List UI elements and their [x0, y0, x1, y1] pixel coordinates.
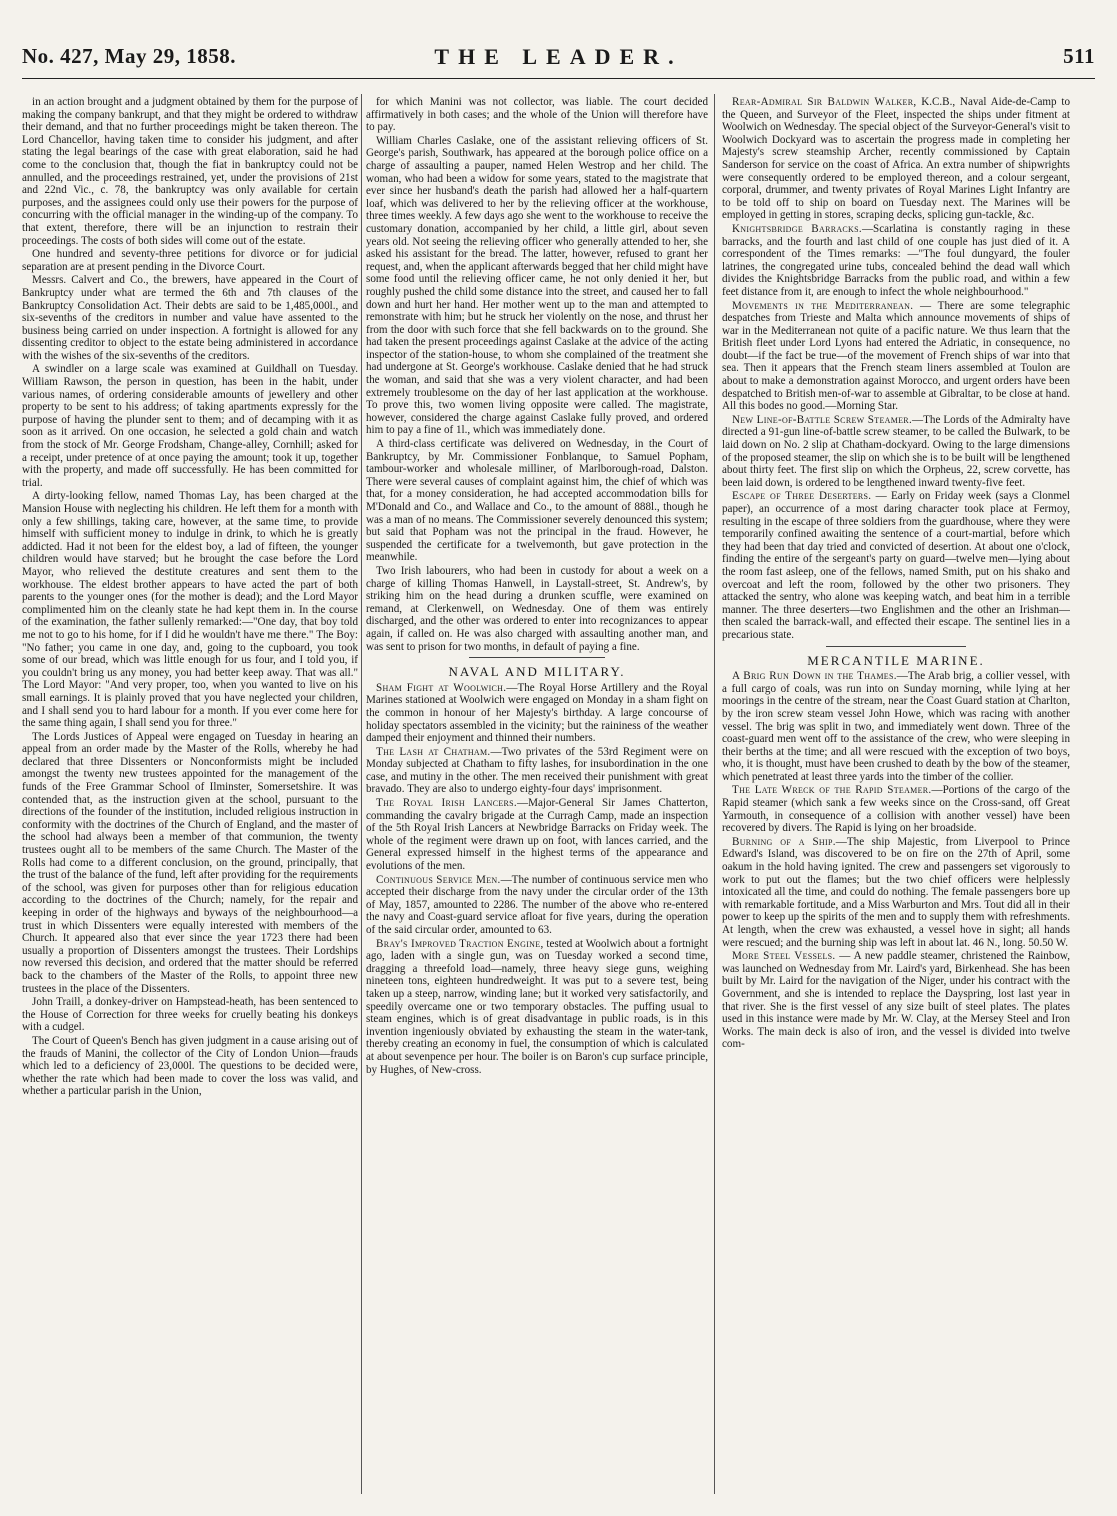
masthead [22, 38, 1095, 79]
news-item [722, 784, 1070, 834]
item-text: —The Lords of the Admiralty have directed a 91-gun line-of-battle screw steamer, to be called the Bulwark, to be laid down on No. 2 slip at Chatham-dockyard. Owing to the large dimensions of the proposed steamer, the slip on which she is to be built will be lengthened about thirty feet. The first slip on which the Orpheus, 22, screw corvette, has been laid down, is ordered to be lengthened inward twenty-five feet. [722, 413, 1070, 489]
section-divider [469, 657, 606, 658]
article-paragraph: Messrs. Calvert and Co., the brewers, have appeared in the Court of Bankruptcy under what are termed the 6th and 7th clauses of the Bankruptcy Consolidation Act. Their debts are said to be 1,485,000l., and six-sevenths of the creditors in number and value have assented to the business being carried on under inspection. A fortnight is allowed for any dissenting creditor to object to the estate being administered in accordance with the wishes of the six-sevenths of the creditors. [22, 274, 358, 362]
article-paragraph: John Traill, a donkey-driver on Hampstead-heath, has been sentenced to the House of Correction for three weeks for cruelly beating his donkeys with a cudgel. [22, 996, 358, 1034]
article-paragraph: The Lords Justices of Appeal were engaged on Tuesday in hearing an appeal from an order made by the Master of the Rolls, whereby he had declared that three Dissenters or Nonconformists might be included amongst the twenty new trustees appointed for the management of the funds of the Free Grammar School of Ilminster, Somersetshire. It was contended that, as the instruction given at the school, pursuant to the directions of the founder of the institution, included religious instruction in conformity with the doctrines of the Church of England, and the master of the school had always been a member of that communion, the twenty trustees ought all to be members of the same Church. The Master of the Rolls had come to a different conclusion, on the ground, principally, that the trust of the balance of the fund, left after providing for the requirements of the school, was given for purposes other than for religious education according to the doctrines of the Church; namely, for the repair and keeping in order of the highways and byways of the neighbourhood—a trust in which Dissenters were equally interested with members of the Church. It appeared also that ever since the year 1723 there had been usually a proportion of Dissenters amongst the trustees. Their Lordships now reversed this decision, and ordered that the matter should be referred back to the chambers of the Master of the Rolls, to appoint three new trustees in the place of the Dissenters. [22, 730, 358, 995]
item-lead: Burning of a Ship. [732, 835, 836, 848]
item-lead: More Steel Vessels. [732, 950, 836, 963]
item-lead: The Lash at Chatham. [376, 745, 491, 758]
item-lead: Rear-Admiral Sir Baldwin Walker, [732, 96, 917, 108]
item-text: — Early on Friday week (says a Clonmel paper), an occurrence of a most daring character took place at Fermoy, resulting in the escape of three soldiers from the guardhouse, where they were temporarily confined awaiting the sentence of a court-martial, before which they had been that day tried and convicted of desertion. At about one o'clock, finding the entire of the sergeant's party on guard—twelve men—lying about the room fast asleep, one of the fellows, named Smith, put on his shako and overcoat and left the room, followed by the other two prisoners. They attacked the sentry, who alone was keeping watch, and beat him in a terrible manner. The three deserters—two Englishmen and the other an Irishman—then scaled the barrack-wall, and effected their escape. The sentinel lies in a precarious state. [722, 490, 1070, 641]
news-item [366, 682, 708, 745]
article-paragraph: Two Irish labourers, who had been in custody for about a week on a charge of killing Thomas Hanwell, in Laystall-street, St. Andrew's, by striking him on the head during a drunken scuffle, were examined on remand, at Clerkenwell, on Wednesday. One of them was entirely discharged, and the other was ordered to enter into recognizances to appear again, if called on. He was also charged with assaulting another man, and was sent to prison for two months, in default of paying a fine. [366, 564, 708, 653]
item-text: —Portions of the cargo of the Rapid steamer (which sank a few weeks since on the Cross-sand, off Great Yarmouth, in consequence of a collision with another vessel) have been recovered by divers. The Rapid is lying on her broadside. [722, 784, 1070, 835]
news-item [366, 746, 708, 796]
item-text: K.C.B., Naval Aide-de-Camp to the Queen, and Surveyor of the Fleet, inspected the ships under fitment at Woolwich on Wednesday. The special object of the Surveyor-General's visit to Woolwich Dockyard was to ascertain the progress made in completing her Majesty's screw steamship Archer, recently commissioned by Captain Sanderson for service on the coast of Africa. An extra number of shipwrights were consequently ordered to be employed thereon, and a colour sergeant, corporal, drummer, and twenty privates of Royal Marines Light Infantry are to be told off to ship on board on Tuesday next. The Marines will be employed in getting in stores, scraping decks, splicing gun-tackle, &c. [722, 96, 1070, 222]
item-text: —Major-General Sir James Chatterton, commanding the cavalry brigade at the Curragh Camp, made an inspection of the 5th Royal Irish Lancers at Newbridge Barracks on Friday week. The whole of the regiment were drawn up on foot, with lances carried, and the General expressed himself in the highest terms of the appearance and evolutions of the men. [366, 797, 708, 873]
article-paragraph: in an action brought and a judgment obtained by them for the purpose of making the company bankrupt, and that they might be ordered to withdraw their demand, and that no further proceedings might be taken thereon. The Lord Chancellor, having taken time to consider his judgment, and after stating the legal bearings of the case with great elaboration, said he had come to the conclusion that, though the fiat in bankruptcy could not be annulled, and the proceedings restrained, yet, under the provisions of 21st and 22nd Vic., c. 78, the bankruptcy was only available for certain purposes, and the assignees could only use their powers for the purpose of concurring with the official manager in the winding-up of the company. To that extent, therefore, there will be an injunction to restrain their proceedings. The costs of both sides will come out of the estate. [22, 96, 358, 247]
news-item [722, 836, 1070, 949]
article-paragraph: A third-class certificate was delivered on Wednesday, in the Court of Bankruptcy, by Mr. Commissioner Fonblanque, to Samuel Popham, tambour-worker and wholesale milliner, of Marlborough-road, Dalston. There were several causes of complaint against him, the chief of which was that, for a money consideration, he had accepted accommodation bills for M'Donald and Co., and Wallace and Co., to the amount of 888l., though he was a man of no means. The Commissioner severely denounced this system; but said that Popham was not the principal in the fraud. However, he suspended the certificate for a twelvemonth, but gave protection in the meanwhile. [366, 438, 708, 564]
item-text: tested at Woolwich about a fortnight ago, laden with a single gun, was on Tuesday worked a second time, dragging a threefold load—namely, three heavy siege guns, weighing nineteen tons, eighteen hundredweight. It was put to a severe test, being taken up a steep, narrow, winding lane; but it worked very satisfactorily, and speedily overcame one or two temporary obstacles. The puffing usual to steam engines, which is of great disadvantage in public roads, is in this invention ingeniously obviated by exhausting the steam in the water-tank, thereby creating an economy in fuel, the consumption of which is calculated at about sevenpence per hour. The boiler is on Baron's cup surface principle, by Hughes, of New-cross. [366, 937, 708, 1076]
column-3 [722, 96, 1070, 1496]
article-paragraph: A dirty-looking fellow, named Thomas Lay, has been charged at the Mansion House with neglecting his children. He left them for a month with only a few shillings, taking care, however, at the same time, to provide himself with sufficient money to indulge in drink, to which he is greatly addicted. Had it not been for the eldest boy, a lad of fifteen, the younger children would have starved; but he brought the case before the Lord Mayor, who relieved the destitute creatures and sent them to the workhouse. The eldest brother appears to have acted the part of both parents to the younger ones (for the mother is dead); and the Lord Mayor complimented him on the cleanly state he had kept them in. In the course of the examination, the father sullenly remarked:—"One day, that boy told me not to go to his home, for if I did he wouldn't have me there." The Boy: "No father; you came in one day, and, going to the cupboard, you took some of our bread, which was little enough for us four, and I told you, if you couldn't bring us any money, you had better keep away. That was all." The Lord Mayor: "And very proper, too, when you wanted to live on his small earnings. It is plainly proved that you have neglected your children, and I shall send you to hard labour for a month. If you ever come here for the same thing again, I shall send you for three." [22, 490, 358, 730]
item-lead: Knightsbridge Barracks. [732, 222, 862, 235]
news-item [722, 950, 1070, 1051]
item-lead: The Royal Irish Lancers. [376, 797, 517, 810]
column-rule [361, 94, 362, 1494]
news-item [722, 490, 1070, 641]
article-paragraph: The Court of Queen's Bench has given judgment in a cause arising out of the frauds of Manini, the collector of the City of London Union—frauds which led to a deficiency of 23,000l. The questions to be decided were, whether the rate which had been made to cover the loss was valid, and whether a particular parish in the Union, [22, 1034, 358, 1098]
item-text: —The number of continuous service men who accepted their discharge from the navy under the circular order of the 13th of May, 1857, amounted to 2286. The number of the above who re-entered the navy and Coast-guard service afloat for five years, during the operation of the said circular order, amounted to 63. [366, 873, 708, 936]
newspaper-title: THE LEADER. [434, 44, 683, 69]
column-1 [22, 96, 358, 1496]
issue-date: No. 427, May 29, 1858. [22, 44, 236, 68]
item-text: —The Arab brig, a collier vessel, with a full cargo of coals, was run into on Sunday morning, while lying at her moorings in the centre of the stream, near the Coast Guard station at Charlton, by the iron screw steam vessel John Howe, which was racing with another vessel. The brig was split in two, and immediately went down. Three of the coast-guard men went off to the assistance of the crew, who were sleeping in their berths at the time; and all were rescued with the exception of two boys, who, it is thought, must have been crushed to death by the bow of the steamer, which penetrated at least three yards into the timber of the collier. [722, 670, 1070, 783]
news-item [722, 670, 1070, 783]
item-lead: Continuous Service Men. [376, 873, 501, 886]
news-item [366, 874, 708, 937]
news-item [722, 96, 1070, 222]
article-paragraph: William Charles Caslake, one of the assistant relieving officers of St. George's parish, Southwark, has appeared at the borough police office on a charge of assaulting a pauper, named Helen Westrop and her child. The woman, who had been a widow for some years, stated to the magistrate that ever since her husband's death the parish had allowed her a half-quartern loaf, which was delivered to her by the relieving officer at the workhouse, three times weekly. A few days ago she went to the workhouse to receive the customary donation, accompanied by her child, a little girl, about seven years old. Not seeing the relieving officer who generally attended to her, she asked his assistant for the bread. The latter, however, refused to grant her request, and, when the applicant afterwards begged that her child might have some food until the relieving officer came, he not only denied it her, but roughly pushed the child some distance into the street, and caused her to fall down and hurt her hand. Her mother went up to the man and attempted to remonstrate with him; but he struck her violently on the nose, and thrust her from the door with such force that she fell backwards on to the ground. She had taken the present proceedings against Caslake at the advice of the acting inspector of the station-house, to whom she complained of the treatment she had undergone at St. George's workhouse. Caslake denied that he had struck the woman, and said that she was a very violent character, and had been extremely troublesome on the day of her last application at the workhouse. To prove this, two women living opposite were called. The magistrate, however, considered the charge against Caslake fully proved, and ordered him to pay a fine of 1l., which was immediately done. [366, 134, 708, 437]
section-heading-mercantile: MERCANTILE MARINE. [807, 652, 985, 668]
item-text: —Scarlatina is constantly raging in these barracks, and the fourth and last child of one couple has just died of it. A correspondent of the Times remarks: —"The foul dungyard, the fouler latrines, the congregated urine tubs, concealed behind the dead wall which divides the Knightsbridge Barracks from the public road, and within a few feet distance from it, are enough to infect the whole neighbourhood." [722, 222, 1070, 298]
article-paragraph: One hundred and seventy-three petitions for divorce or for judicial separation are at present pending in the Divorce Court. [22, 248, 358, 273]
item-text: —Two privates of the 53rd Regiment were on Monday subjected at Chatham to fifty lashes, for insubordination in the one case, and mutiny in the other. The men received their punishment with great bravado. They are also to undergo eighty-four days' imprisonment. [366, 745, 708, 796]
item-lead: Escape of Three Deserters. [732, 490, 872, 503]
news-item [366, 797, 708, 873]
news-item [722, 414, 1070, 490]
section-divider [826, 646, 965, 647]
item-lead: New Line-of-Battle Screw Steamer. [732, 413, 913, 426]
item-lead: Bray's Improved Traction Engine, [376, 937, 544, 950]
news-item [722, 223, 1070, 299]
section-heading-naval: NAVAL AND MILITARY. [448, 664, 626, 680]
news-item [366, 938, 708, 1077]
item-lead: Movements in the Mediterranean. [732, 299, 914, 312]
article-paragraph: A swindler on a large scale was examined at Guildhall on Tuesday. William Rawson, the person in question, has been in the habit, under various names, of ordering considerable amounts of jewellery and other property to be sent to his address; of taking apartments expressly for the purpose of having the plunder sent to them; and of decamping with it as soon as it arrived. On one occasion, he selected a gold chain and watch from the stock of Mr. George Frodsham, Change-alley, Cornhill; asked for a receipt, under pretence of at once paying the amount; took it up, together with the property, and made off successfully. He has been committed for trial. [22, 363, 358, 489]
item-lead: The Late Wreck of the Rapid Steamer. [732, 784, 932, 797]
item-text: —The ship Majestic, from Liverpool to Prince Edward's Island, was discovered to be on fire on the 27th of April, some oakum in the hold having ignited. The crew and passengers set vigorously to work to put out the flames; but the two chief officers were helplessly intoxicated all the time, and could do nothing. The female passengers bore up with remarkable fortitude, and a Miss Warburton and Mrs. Tout did all in their power to keep up the spirits of the men and to supply them with refreshments. At length, when the crew was exhausted, a vessel hove in sight; all hands were rescued; and the burning ship was left in about lat. 46 N., long. 50.50 W. [722, 835, 1070, 949]
item-lead: A Brig Run Down in the Thames. [732, 670, 897, 683]
article-paragraph: for which Manini was not collector, was liable. The court decided affirmatively in both cases; and the whole of the Union will therefore have to pay. [366, 96, 708, 134]
column-rule [714, 94, 715, 1494]
item-text: —The Royal Horse Artillery and the Royal Marines stationed at Woolwich were engaged on Monday in a sham fight on the common in honour of her Majesty's birthday. A large concourse of holiday spectators assembled in the vicinity; but the raininess of the weather damped their enjoyment and thinned their numbers. [366, 681, 708, 745]
item-text: — There are some telegraphic despatches from Trieste and Malta which announce movements of ships of war in the Mediterranean not quite of a pacific nature. We thus learn that the British fleet under Lord Lyons had entered the Adriatic, in consequence, no doubt—if the fact be true—of the movement of French ships of war into that sea. Then it appears that the French steam liners assembled at Toulon are about to make a demonstration against Morocco, and urgent orders have been despatched to British men-of-war to assemble at Gibraltar, to be close at hand. All this bodes no good.—Morning Star. [722, 299, 1070, 413]
item-lead: Sham Fight at Woolwich. [376, 681, 507, 694]
news-item [722, 300, 1070, 413]
column-2 [366, 96, 708, 1496]
item-text: — A new paddle steamer, christened the Rainbow, was launched on Wednesday from Mr. Laird's yard, Birkenhead. She has been built by Mr. Laird for the navigation of the Niger, under his contract with the Government, and she is intended to replace the Dayspring, lost last year in that river. She is the first vessel of any size built of steel plates. The plates used in this instance were made by Mr. W. Clay, at the Mersey Steel and Iron Works. The main deck is also of iron, and the vessel is divided into twelve com- [722, 950, 1070, 1051]
page-number: 511 [1063, 44, 1095, 68]
